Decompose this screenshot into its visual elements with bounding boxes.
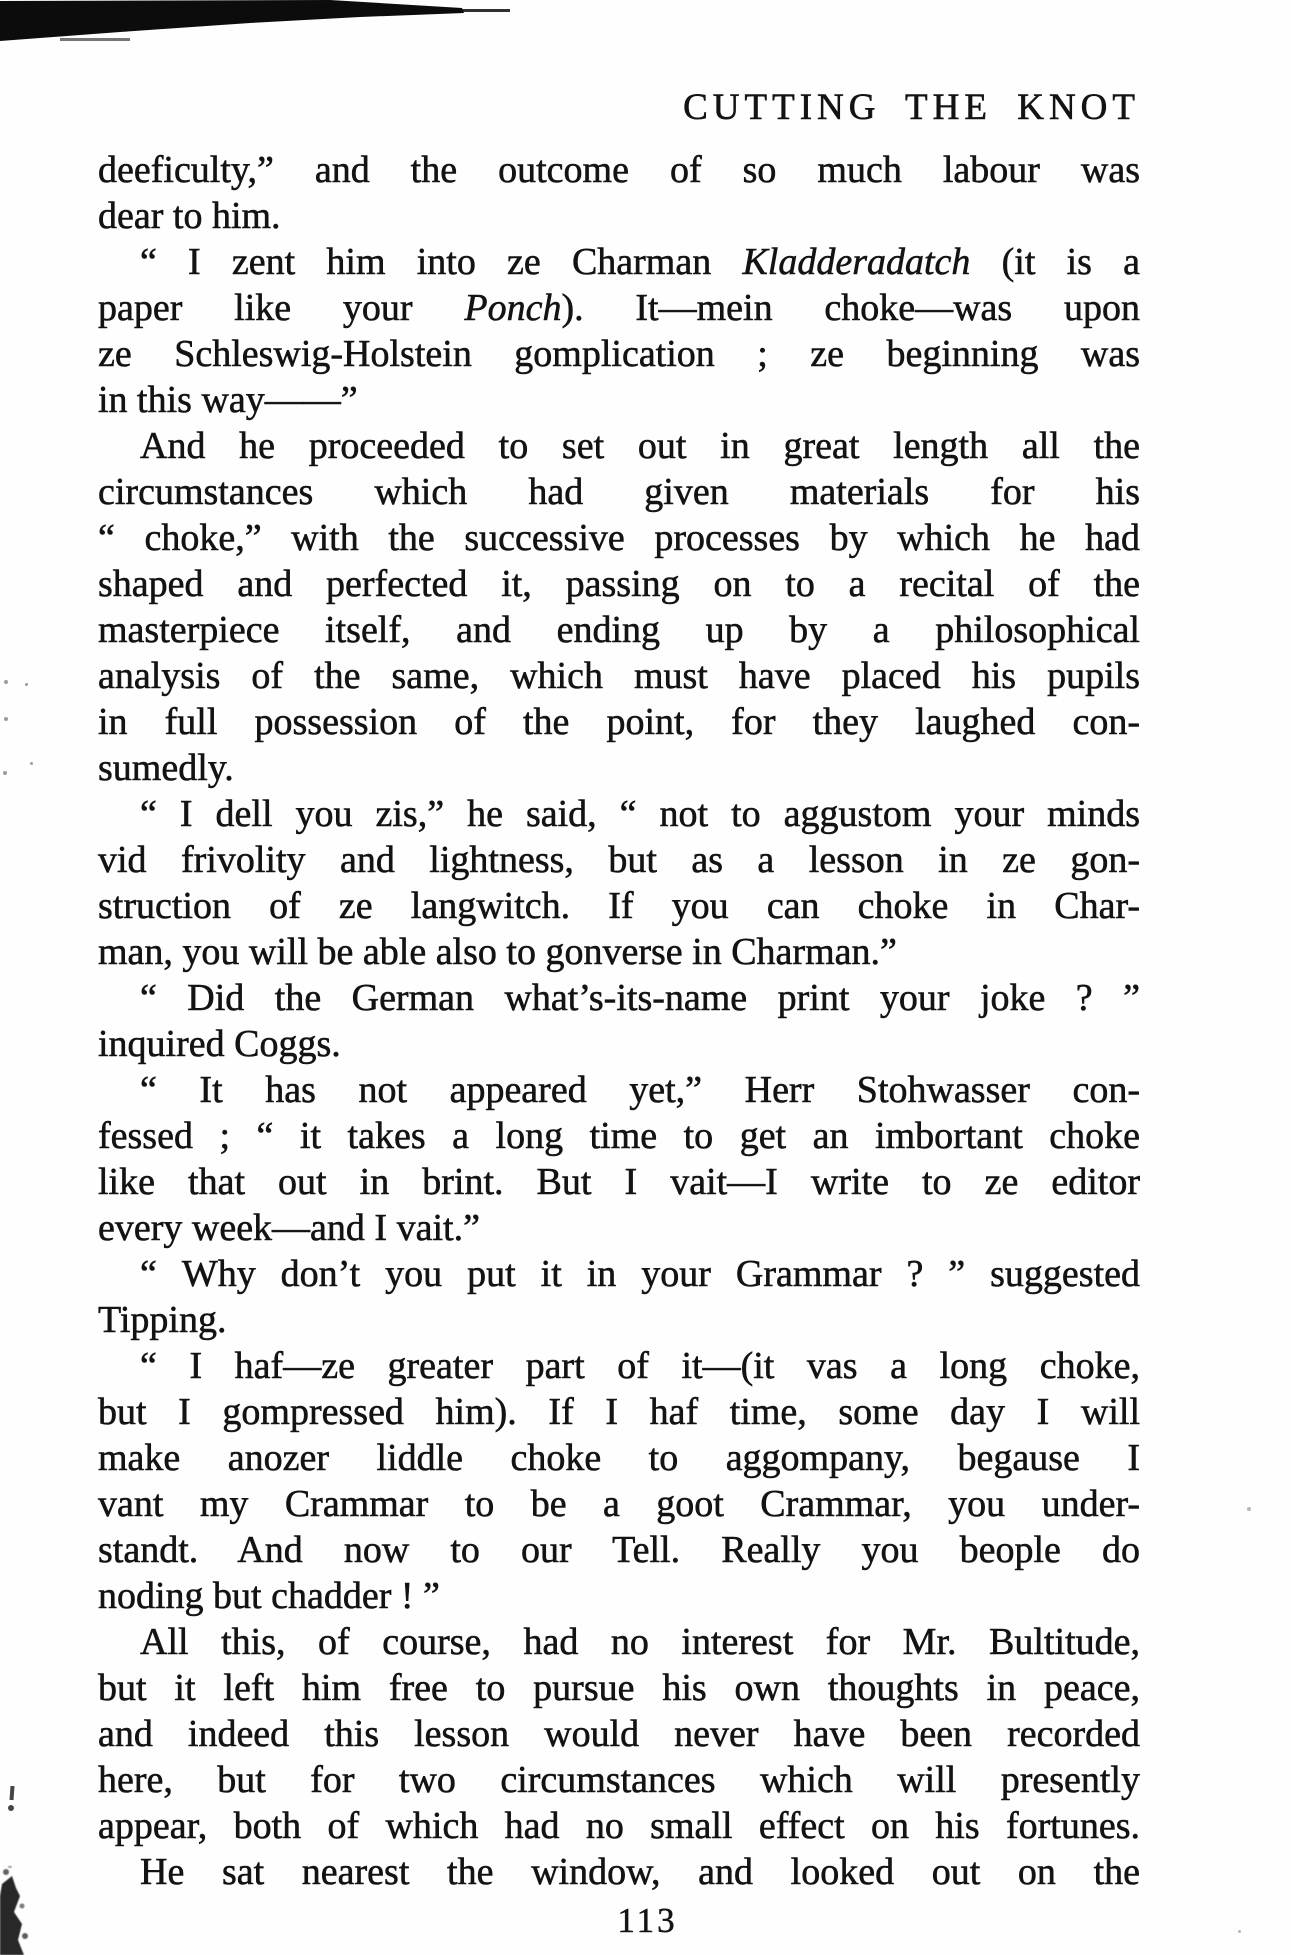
text-segment: He sat nearest the window, and looked out on the	[140, 1851, 1140, 1893]
text-line	[98, 239, 1140, 285]
text-segment: shaped and perfected it, passing on to a recital of the	[98, 563, 1140, 605]
text-segment: dear to him.	[98, 195, 281, 237]
text-line	[98, 1067, 1140, 1113]
scan-speck	[30, 762, 33, 765]
text-line	[98, 1021, 1140, 1067]
text-line	[98, 1435, 1140, 1481]
text-line	[98, 1803, 1140, 1849]
text-line	[98, 1481, 1140, 1527]
text-line	[98, 883, 1140, 929]
text-line	[98, 561, 1140, 607]
text-segment: “ choke,” with the successive processes by which he had	[98, 517, 1140, 559]
scan-speck	[3, 771, 7, 775]
text-segment: Tipping.	[98, 1299, 227, 1341]
text-line	[98, 193, 1140, 239]
text-line	[98, 1665, 1140, 1711]
text-segment: fessed ; “ it takes a long time to get an imbortant choke	[98, 1115, 1140, 1157]
text-segment: “ I dell you zis,” he said, “ not to aggustom your minds	[140, 793, 1140, 835]
text-line	[98, 147, 1140, 193]
text-line	[98, 1389, 1140, 1435]
text-segment: in full possession of the point, for they laughed con-	[98, 701, 1140, 743]
text-line	[98, 1297, 1140, 1343]
text-line	[98, 331, 1140, 377]
text-segment: vid frivolity and lightness, but as a lesson in ze gon-	[98, 839, 1140, 881]
text-segment: masterpiece itself, and ending up by a philosophical	[98, 609, 1140, 651]
text-line	[98, 1527, 1140, 1573]
text-segment: appear, both of which had no small effect on his fortunes.	[98, 1805, 1140, 1847]
text-segment: noding but chadder ! ”	[98, 1575, 440, 1617]
text-segment: ze Schleswig-Holstein gomplication ; ze beginning was	[98, 333, 1140, 375]
text-line	[98, 975, 1140, 1021]
running-header: CUTTING THE KNOT	[683, 87, 1140, 128]
text-segment: And he proceeded to set out in great length all the	[140, 425, 1140, 467]
text-line	[98, 699, 1140, 745]
text-segment: “ I haf—ze greater part of it—(it vas a long choke,	[140, 1345, 1140, 1387]
scan-speck	[25, 683, 28, 686]
text-segment: make anozer liddle choke to aggompany, begause I	[98, 1437, 1140, 1479]
text-line	[98, 791, 1140, 837]
text-segment: All this, of course, had no interest for Mr. Bultitude,	[140, 1621, 1140, 1663]
text-line	[98, 1205, 1140, 1251]
text-segment: inquired Coggs.	[98, 1023, 341, 1065]
text-segment: here, but for two circumstances which will presently	[98, 1759, 1140, 1801]
text-segment: but I gompressed him). If I haf time, some day I will	[98, 1391, 1140, 1433]
page-number: 113	[617, 1901, 678, 1940]
text-segment: in this way——”	[98, 379, 358, 421]
text-segment: “ Why don’t you put it in your Grammar ? ” suggested	[140, 1253, 1140, 1295]
scan-speck	[4, 717, 8, 721]
text-line	[98, 1113, 1140, 1159]
scan-artifact-corner-smudge	[0, 1866, 34, 1955]
text-segment: every week—and I vait.”	[98, 1207, 480, 1249]
italic-text: Ponch	[464, 287, 562, 329]
text-segment: analysis of the same, which must have placed his pupils	[98, 655, 1140, 697]
text-line	[98, 1619, 1140, 1665]
text-segment: struction of ze langwitch. If you can choke in Char-	[98, 885, 1140, 927]
text-segment: “ I zent him into ze Charman	[140, 241, 743, 283]
scan-artifact-top-edge	[0, 0, 560, 48]
scan-speck	[4, 680, 8, 684]
text-segment: circumstances which had given materials for his	[98, 471, 1140, 513]
scan-speck	[1247, 1507, 1251, 1511]
text-segment: paper like your	[98, 287, 465, 329]
text-segment: ). It—mein choke—was upon	[561, 287, 1140, 329]
text-line	[98, 423, 1140, 469]
text-segment: sumedly.	[98, 747, 234, 789]
text-line	[98, 377, 1140, 423]
text-line	[98, 1251, 1140, 1297]
text-segment: but it left him free to pursue his own thoughts in peace,	[98, 1667, 1140, 1709]
text-line	[98, 1343, 1140, 1389]
text-segment: standt. And now to our Tell. Really you beople do	[98, 1529, 1140, 1571]
text-segment: deeficulty,” and the outcome of so much labour was	[98, 149, 1140, 191]
scan-speck	[1238, 1930, 1241, 1933]
text-line	[98, 1711, 1140, 1757]
text-segment: (it is a	[970, 241, 1140, 283]
text-line	[98, 469, 1140, 515]
text-line	[98, 653, 1140, 699]
italic-text: Kladderadatch	[742, 241, 971, 283]
text-line	[98, 285, 1140, 331]
text-line	[98, 929, 1140, 975]
scan-artifact-ink-mark	[7, 1786, 17, 1816]
text-line	[98, 1573, 1140, 1619]
text-segment: vant my Crammar to be a goot Crammar, you under-	[98, 1483, 1140, 1525]
text-line	[98, 1757, 1140, 1803]
text-segment: man, you will be able also to gonverse in Charman.”	[98, 931, 897, 973]
text-line	[98, 837, 1140, 883]
text-block	[98, 147, 1140, 1895]
text-line	[98, 1849, 1140, 1895]
text-segment: and indeed this lesson would never have been recorded	[98, 1713, 1140, 1755]
text-segment: “ It has not appeared yet,” Herr Stohwasser con-	[140, 1069, 1140, 1111]
text-line	[98, 607, 1140, 653]
text-line	[98, 515, 1140, 561]
text-line	[98, 1159, 1140, 1205]
text-segment: “ Did the German what’s-its-name print your joke ? ”	[140, 977, 1140, 1019]
text-segment: like that out in brint. But I vait—I write to ze editor	[98, 1161, 1140, 1203]
text-line	[98, 745, 1140, 791]
